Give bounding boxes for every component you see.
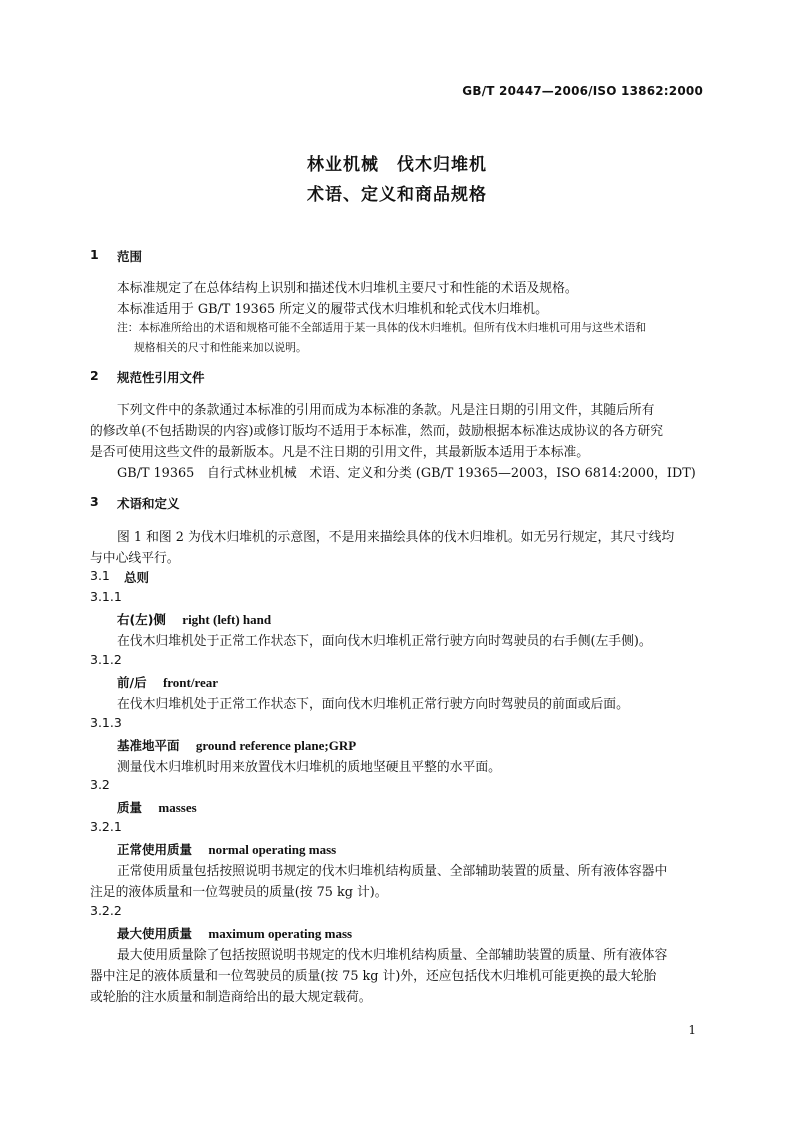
- term-en: ground reference plane;GRP: [195, 738, 357, 753]
- note: 注：本标准所给出的术语和规格可能不全部适用于某一具体的伐木归堆机。但所有伐木归堆机可用与这些术语和: [117, 321, 647, 334]
- section-heading: 规范性引用文件: [117, 370, 205, 385]
- section-number: 3: [90, 494, 99, 509]
- clause-number: 3.1.1: [90, 589, 122, 604]
- term-en: normal operating mass: [208, 842, 337, 857]
- paragraph: 是否可使用这些文件的最新版本。凡是不注日期的引用文件，其最新版本适用于本标准。: [90, 445, 590, 460]
- clause-number: 3.1.2: [90, 652, 122, 667]
- term: [117, 673, 218, 691]
- section-heading: 范围: [117, 249, 143, 264]
- term-cn: 最大使用质量: [117, 926, 193, 941]
- standard-number: GB/T 20447—2006/ISO 13862:2000: [462, 84, 703, 98]
- clause-number: 3.2.1: [90, 819, 122, 834]
- term-cn: 质量: [117, 800, 143, 815]
- definition: 最大使用质量除了包括按照说明书规定的伐木归堆机结构质量、全部辅助装置的质量、所有液体容: [117, 948, 668, 963]
- paragraph: 本标准适用于 GB/T 19365 所定义的履带式伐木归堆机和轮式伐木归堆机。: [117, 302, 548, 317]
- paragraph: 与中心线平行。: [90, 551, 180, 566]
- doc-title-line1: 林业机械 伐木归堆机: [307, 155, 487, 175]
- term-cn: 前/后: [117, 675, 147, 690]
- term-cn: 基准地平面: [117, 738, 180, 753]
- section-number: 2: [90, 368, 99, 383]
- paragraph: 下列文件中的条款通过本标准的引用而成为本标准的条款。凡是注日期的引用文件，其随后所有: [117, 403, 655, 418]
- clause-number: 3.2.2: [90, 903, 122, 918]
- clause-number: 3.2: [90, 777, 110, 792]
- term-en: right (left) hand: [182, 612, 272, 627]
- definition: 器中注足的液体质量和一位驾驶员的质量(按 75 kg 计)外，还应包括伐木归堆机可能更换的最大轮胎: [90, 969, 657, 984]
- term: [117, 736, 356, 754]
- section-number: 1: [90, 247, 99, 262]
- term: [117, 798, 197, 816]
- section-heading: 术语和定义: [117, 496, 180, 511]
- reference-entry: GB/T 19365 自行式林业机械 术语、定义和分类 (GB/T 19365—2003，ISO 6814:2000，IDT): [117, 466, 696, 481]
- definition: 在伐木归堆机处于正常工作状态下，面向伐木归堆机正常行驶方向时驾驶员的前面或后面。: [117, 697, 629, 712]
- term-en: masses: [158, 800, 197, 815]
- definition: 或轮胎的注水质量和制造商给出的最大规定载荷。: [90, 990, 372, 1005]
- term-en: front/rear: [162, 675, 219, 690]
- term: [117, 610, 271, 628]
- definition: 注足的液体质量和一位驾驶员的质量(按 75 kg 计)。: [90, 885, 388, 900]
- page-number: 1: [688, 1023, 696, 1037]
- term-cn: 右(左)侧: [117, 612, 166, 627]
- definition: 测量伐木归堆机时用来放置伐木归堆机的质地坚硬且平整的水平面。: [117, 760, 501, 775]
- term: [117, 924, 352, 942]
- term-cn: 正常使用质量: [117, 842, 193, 857]
- clause-number: 3.1: [90, 568, 110, 583]
- clause-number: 3.1.3: [90, 715, 122, 730]
- paragraph: 图 1 和图 2 为伐木归堆机的示意图，不是用来描绘具体的伐木归堆机。如无另行规定，其尺寸线均: [117, 530, 675, 545]
- paragraph: 本标准规定了在总体结构上识别和描述伐木归堆机主要尺寸和性能的术语及规格。: [117, 281, 578, 296]
- clause-heading: 总则: [124, 570, 150, 585]
- term: [117, 840, 336, 858]
- paragraph: 的修改单(不包括勘误的内容)或修订版均不适用于本标准，然而，鼓励根据本标准达成协议的各方研究: [90, 424, 664, 439]
- term-en: maximum operating mass: [208, 926, 353, 941]
- definition: 在伐木归堆机处于正常工作状态下，面向伐木归堆机正常行驶方向时驾驶员的右手侧(左手侧)。: [117, 634, 652, 649]
- doc-title-line2: 术语、定义和商品规格: [307, 185, 487, 205]
- definition: 正常使用质量包括按照说明书规定的伐木归堆机结构质量、全部辅助装置的质量、所有液体容器中: [117, 864, 668, 879]
- note: 规格相关的尺寸和性能来加以说明。: [134, 341, 307, 354]
